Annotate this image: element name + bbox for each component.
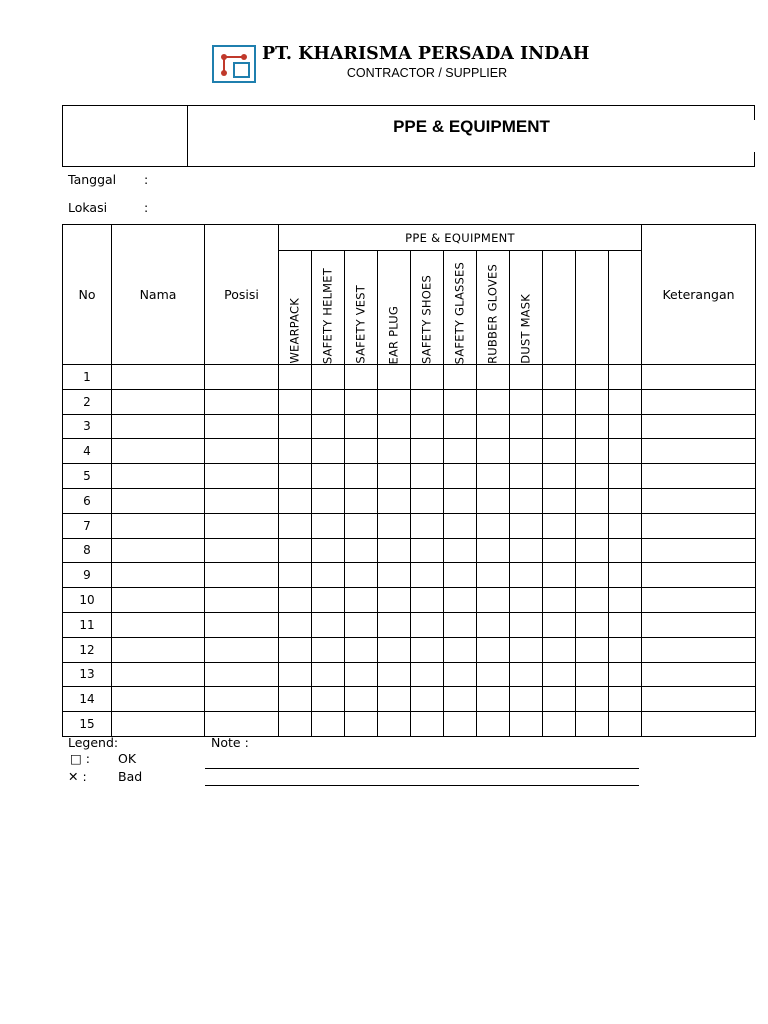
location-label: Lokasi [68,200,108,215]
equipment-check-cell[interactable] [477,563,510,588]
equipment-check-cell[interactable] [312,538,345,563]
header-name: Nama [112,225,205,365]
equipment-check-cell[interactable] [609,712,642,737]
location-field [68,200,149,215]
equipment-check-cell[interactable] [444,687,477,712]
position-cell[interactable] [205,612,279,637]
table-row [63,588,756,613]
equipment-check-cell[interactable] [411,637,444,662]
equipment-check-cell[interactable] [576,488,609,513]
header-position: Posisi [205,225,279,365]
table-row [63,464,756,489]
equipment-check-cell[interactable] [477,488,510,513]
equipment-check-cell[interactable] [444,588,477,613]
equipment-check-cell[interactable] [345,439,378,464]
equipment-check-cell[interactable] [312,712,345,737]
equipment-check-cell[interactable] [279,712,312,737]
equipment-check-cell[interactable] [378,637,411,662]
equipment-check-cell[interactable] [576,513,609,538]
name-cell[interactable] [112,464,205,489]
equipment-check-cell[interactable] [345,538,378,563]
header-equipment [444,251,477,365]
header-remarks: Keterangan [642,225,756,365]
header-equipment [477,251,510,365]
equipment-check-cell[interactable] [279,389,312,414]
remarks-cell[interactable] [642,637,756,662]
remarks-cell[interactable] [642,538,756,563]
equipment-check-cell[interactable] [345,687,378,712]
row-number: 13 [63,662,112,687]
equipment-check-cell[interactable] [609,513,642,538]
equipment-check-cell[interactable] [279,488,312,513]
equipment-check-cell[interactable] [543,612,576,637]
equipment-check-cell[interactable] [279,662,312,687]
note-line [205,785,639,786]
company-subtitle: CONTRACTOR / SUPPLIER [346,66,508,80]
equipment-check-cell[interactable] [378,414,411,439]
equipment-check-cell[interactable] [510,662,543,687]
equipment-check-cell[interactable] [378,612,411,637]
name-cell[interactable] [112,389,205,414]
equipment-check-cell[interactable] [411,538,444,563]
name-cell[interactable] [112,513,205,538]
position-cell[interactable] [205,563,279,588]
equipment-check-cell[interactable] [510,414,543,439]
equipment-check-cell[interactable] [609,365,642,390]
row-number: 12 [63,637,112,662]
equipment-check-cell[interactable] [477,513,510,538]
equipment-check-cell[interactable] [510,439,543,464]
row-number: 11 [63,612,112,637]
equipment-check-cell[interactable] [312,687,345,712]
header-equipment-group: PPE & EQUIPMENT [279,225,642,251]
position-cell[interactable] [205,712,279,737]
equipment-check-cell[interactable] [543,662,576,687]
equipment-check-cell[interactable] [609,612,642,637]
remarks-cell[interactable] [642,464,756,489]
position-cell[interactable] [205,662,279,687]
equipment-check-cell[interactable] [477,662,510,687]
equipment-check-cell[interactable] [543,513,576,538]
equipment-check-cell[interactable] [279,637,312,662]
equipment-check-cell[interactable] [312,662,345,687]
remarks-cell[interactable] [642,365,756,390]
equipment-check-cell[interactable] [576,588,609,613]
equipment-check-cell[interactable] [345,612,378,637]
remarks-cell[interactable] [642,563,756,588]
row-number: 6 [63,488,112,513]
name-cell[interactable] [112,588,205,613]
table-row [63,365,756,390]
equipment-check-cell[interactable] [510,513,543,538]
equipment-check-cell[interactable] [312,637,345,662]
equipment-check-cell[interactable] [510,563,543,588]
row-number: 2 [63,389,112,414]
equipment-check-cell[interactable] [609,687,642,712]
equipment-label: DUST MASK [518,294,533,364]
equipment-check-cell[interactable] [543,439,576,464]
name-cell[interactable] [112,637,205,662]
row-number: 5 [63,464,112,489]
equipment-check-cell[interactable] [345,389,378,414]
name-cell[interactable] [112,414,205,439]
row-number: 4 [63,439,112,464]
form-title: PPE & EQUIPMENT [393,117,550,136]
equipment-check-cell[interactable] [543,588,576,613]
equipment-check-cell[interactable] [477,365,510,390]
remarks-cell[interactable] [642,588,756,613]
position-cell[interactable] [205,513,279,538]
equipment-check-cell[interactable] [543,538,576,563]
equipment-check-cell[interactable] [411,488,444,513]
table-row [63,637,756,662]
equipment-check-cell[interactable] [378,563,411,588]
table-row [63,439,756,464]
title-box-right-edge-bottom [754,152,755,166]
equipment-check-cell[interactable] [609,464,642,489]
equipment-check-cell[interactable] [576,687,609,712]
equipment-label: WEARPACK [287,298,302,364]
position-cell[interactable] [205,414,279,439]
table-row [63,662,756,687]
legend-ok-label: OK [118,751,137,766]
equipment-check-cell[interactable] [576,612,609,637]
equipment-check-cell[interactable] [444,414,477,439]
equipment-check-cell[interactable] [609,414,642,439]
equipment-check-cell[interactable] [279,687,312,712]
equipment-check-cell[interactable] [576,563,609,588]
equipment-check-cell[interactable] [609,588,642,613]
equipment-check-cell[interactable] [444,538,477,563]
header-equipment [378,251,411,365]
equipment-check-cell[interactable] [279,414,312,439]
equipment-check-cell[interactable] [345,488,378,513]
equipment-check-cell[interactable] [444,389,477,414]
equipment-label: SAFETY HELMET [320,267,335,364]
table-row [63,612,756,637]
position-cell[interactable] [205,365,279,390]
note-label: Note : [211,735,249,750]
legend-title: Legend: [68,735,119,750]
equipment-check-cell[interactable] [576,464,609,489]
equipment-check-cell[interactable] [378,662,411,687]
equipment-check-cell[interactable] [312,365,345,390]
equipment-check-cell[interactable] [444,612,477,637]
equipment-check-cell[interactable] [378,389,411,414]
position-cell[interactable] [205,687,279,712]
equipment-check-cell[interactable] [312,488,345,513]
equipment-check-cell[interactable] [411,588,444,613]
name-cell[interactable] [112,538,205,563]
remarks-cell[interactable] [642,414,756,439]
row-number: 10 [63,588,112,613]
equipment-check-cell[interactable] [279,612,312,637]
equipment-check-cell[interactable] [411,513,444,538]
name-cell[interactable] [112,439,205,464]
equipment-check-cell[interactable] [411,389,444,414]
equipment-check-cell[interactable] [510,712,543,737]
equipment-label: SAFETY GLASSES [452,261,467,364]
equipment-check-cell[interactable] [609,563,642,588]
equipment-check-cell[interactable] [510,588,543,613]
equipment-check-cell[interactable] [576,389,609,414]
position-cell[interactable] [205,637,279,662]
equipment-check-cell[interactable] [279,365,312,390]
table-row [63,712,756,737]
name-cell[interactable] [112,365,205,390]
equipment-check-cell[interactable] [312,464,345,489]
table-row [63,687,756,712]
equipment-check-cell[interactable] [411,414,444,439]
equipment-check-cell[interactable] [411,464,444,489]
equipment-check-cell[interactable] [444,488,477,513]
header-equipment [411,251,444,365]
equipment-check-cell[interactable] [378,513,411,538]
equipment-check-cell[interactable] [543,414,576,439]
equipment-check-cell[interactable] [609,439,642,464]
equipment-check-cell[interactable] [510,389,543,414]
name-cell[interactable] [112,712,205,737]
name-cell[interactable] [112,662,205,687]
legend-bad-symbol: ✕ : [68,769,87,784]
equipment-check-cell[interactable] [312,588,345,613]
equipment-check-cell[interactable] [345,513,378,538]
equipment-check-cell[interactable] [378,464,411,489]
equipment-check-cell[interactable] [543,563,576,588]
position-cell[interactable] [205,538,279,563]
equipment-check-cell[interactable] [543,637,576,662]
equipment-check-cell[interactable] [510,612,543,637]
equipment-check-cell[interactable] [576,365,609,390]
company-logo-icon [212,45,256,83]
equipment-check-cell[interactable] [543,488,576,513]
equipment-check-cell[interactable] [411,612,444,637]
row-number: 7 [63,513,112,538]
position-cell[interactable] [205,588,279,613]
table-row [63,488,756,513]
equipment-check-cell[interactable] [345,464,378,489]
equipment-label: EAR PLUG [386,305,401,364]
equipment-check-cell[interactable] [510,488,543,513]
equipment-check-cell[interactable] [411,712,444,737]
table-row [63,389,756,414]
equipment-check-cell[interactable] [477,439,510,464]
row-number: 3 [63,414,112,439]
table-row [63,513,756,538]
equipment-check-cell[interactable] [279,464,312,489]
equipment-check-cell[interactable] [345,662,378,687]
location-separator: : [144,200,149,215]
header-equipment [543,251,576,365]
equipment-check-cell[interactable] [444,662,477,687]
row-number: 15 [63,712,112,737]
equipment-check-cell[interactable] [510,538,543,563]
remarks-cell[interactable] [642,389,756,414]
equipment-check-cell[interactable] [609,538,642,563]
equipment-label: SAFETY VEST [353,285,368,364]
table-row [63,414,756,439]
equipment-check-cell[interactable] [378,439,411,464]
note-line [205,768,639,769]
title-box [62,105,755,167]
equipment-check-cell[interactable] [411,439,444,464]
equipment-check-cell[interactable] [312,563,345,588]
equipment-check-cell[interactable] [576,414,609,439]
table-row [63,563,756,588]
equipment-check-cell[interactable] [477,588,510,613]
row-number: 14 [63,687,112,712]
equipment-check-cell[interactable] [576,662,609,687]
equipment-check-cell[interactable] [510,464,543,489]
row-number: 8 [63,538,112,563]
equipment-check-cell[interactable] [609,488,642,513]
equipment-check-cell[interactable] [378,538,411,563]
equipment-check-cell[interactable] [378,687,411,712]
name-cell[interactable] [112,612,205,637]
document-header [212,43,612,85]
equipment-check-cell[interactable] [543,365,576,390]
equipment-check-cell[interactable] [444,637,477,662]
equipment-check-cell[interactable] [345,637,378,662]
equipment-check-cell[interactable] [444,563,477,588]
equipment-check-cell[interactable] [279,513,312,538]
header-equipment [345,251,378,365]
remarks-cell[interactable] [642,662,756,687]
equipment-check-cell[interactable] [312,439,345,464]
equipment-check-cell[interactable] [378,365,411,390]
equipment-check-cell[interactable] [345,414,378,439]
date-label: Tanggal [68,172,117,187]
ppe-checklist-table [62,224,756,737]
remarks-cell[interactable] [642,712,756,737]
position-cell[interactable] [205,464,279,489]
header-equipment [312,251,345,365]
equipment-check-cell[interactable] [312,414,345,439]
equipment-check-cell[interactable] [444,365,477,390]
remarks-cell[interactable] [642,612,756,637]
equipment-label: RUBBER GLOVES [485,264,500,364]
equipment-check-cell[interactable] [312,612,345,637]
equipment-check-cell[interactable] [411,687,444,712]
equipment-check-cell[interactable] [411,563,444,588]
row-number: 9 [63,563,112,588]
equipment-check-cell[interactable] [477,414,510,439]
legend-ok-symbol: □ : [70,751,90,766]
equipment-check-cell[interactable] [477,637,510,662]
equipment-check-cell[interactable] [378,588,411,613]
equipment-check-cell[interactable] [444,439,477,464]
company-name: PT. KHARISMA PERSADA INDAH [262,44,590,64]
equipment-check-cell[interactable] [411,365,444,390]
equipment-check-cell[interactable] [477,712,510,737]
equipment-check-cell[interactable] [477,687,510,712]
equipment-check-cell[interactable] [543,464,576,489]
equipment-check-cell[interactable] [543,712,576,737]
equipment-check-cell[interactable] [510,687,543,712]
equipment-check-cell[interactable] [576,439,609,464]
name-cell[interactable] [112,563,205,588]
legend-bad-label: Bad [118,769,143,784]
equipment-check-cell[interactable] [345,563,378,588]
equipment-check-cell[interactable] [279,588,312,613]
remarks-cell[interactable] [642,488,756,513]
row-number: 1 [63,365,112,390]
remarks-cell[interactable] [642,439,756,464]
table-row [63,538,756,563]
position-cell[interactable] [205,439,279,464]
equipment-check-cell[interactable] [609,389,642,414]
header-equipment [510,251,543,365]
equipment-check-cell[interactable] [477,389,510,414]
equipment-check-cell[interactable] [510,637,543,662]
date-separator: : [144,172,149,187]
equipment-check-cell[interactable] [312,513,345,538]
equipment-check-cell[interactable] [609,637,642,662]
equipment-check-cell[interactable] [312,389,345,414]
name-cell[interactable] [112,488,205,513]
equipment-check-cell[interactable] [477,464,510,489]
equipment-check-cell[interactable] [378,488,411,513]
equipment-check-cell[interactable] [510,365,543,390]
equipment-label: SAFETY SHOES [419,275,434,364]
date-field [68,172,149,187]
remarks-cell[interactable] [642,687,756,712]
equipment-check-cell[interactable] [444,712,477,737]
equipment-check-cell[interactable] [576,637,609,662]
equipment-check-cell[interactable] [609,662,642,687]
equipment-check-cell[interactable] [411,662,444,687]
name-cell[interactable] [112,687,205,712]
header-equipment [279,251,312,365]
equipment-check-cell[interactable] [378,712,411,737]
equipment-check-cell[interactable] [444,464,477,489]
equipment-check-cell[interactable] [543,687,576,712]
position-cell[interactable] [205,488,279,513]
position-cell[interactable] [205,389,279,414]
equipment-check-cell[interactable] [345,365,378,390]
equipment-check-cell[interactable] [576,712,609,737]
equipment-check-cell[interactable] [444,513,477,538]
header-equipment [609,251,642,365]
equipment-check-cell[interactable] [477,538,510,563]
equipment-check-cell[interactable] [279,439,312,464]
remarks-cell[interactable] [642,513,756,538]
equipment-check-cell[interactable] [279,538,312,563]
equipment-check-cell[interactable] [345,712,378,737]
equipment-check-cell[interactable] [477,612,510,637]
header-equipment [576,251,609,365]
equipment-check-cell[interactable] [279,563,312,588]
header-no: No [63,225,112,365]
equipment-check-cell[interactable] [576,538,609,563]
equipment-check-cell[interactable] [345,588,378,613]
equipment-check-cell[interactable] [543,389,576,414]
